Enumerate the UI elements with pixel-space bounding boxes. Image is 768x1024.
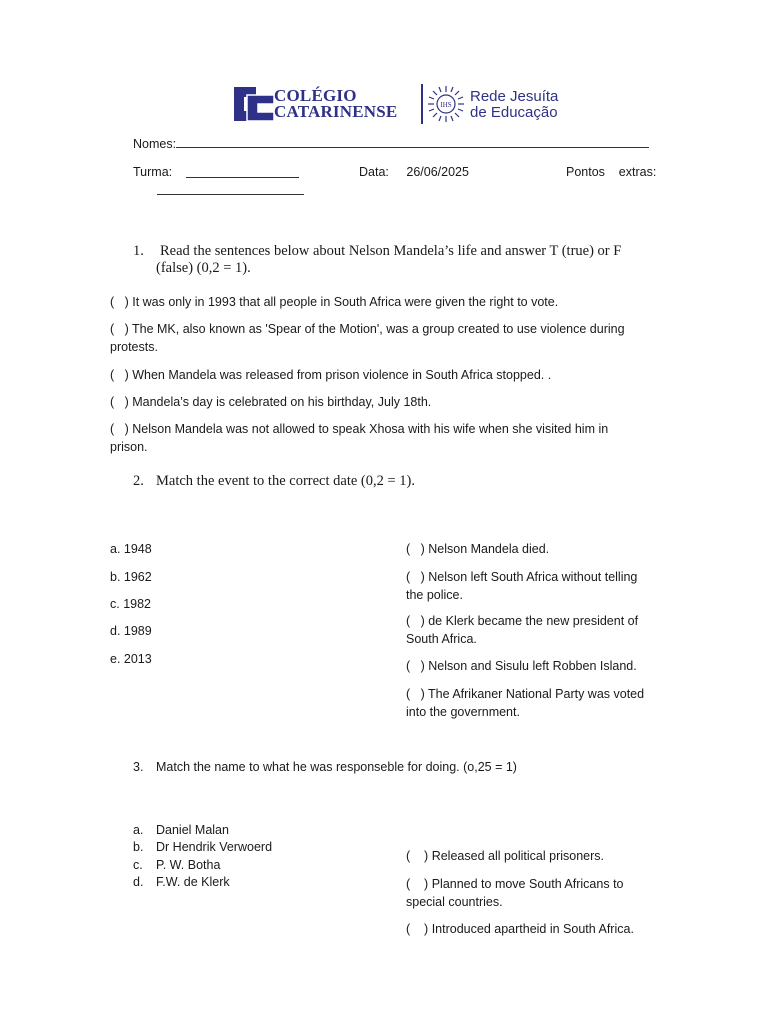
svg-text:IHS: IHS (440, 101, 452, 109)
event-text-cont: into the government. (406, 705, 520, 719)
answer-box[interactable]: ( ) (406, 659, 425, 673)
school-name (274, 88, 397, 120)
option-letter: b. (133, 840, 144, 854)
answer-box[interactable]: ( ) (110, 368, 129, 382)
option-name: F.W. de Klerk (156, 875, 230, 889)
answer-box[interactable]: ( ) (110, 422, 129, 436)
name-option-d (133, 873, 230, 891)
option-name: Daniel Malan (156, 823, 229, 837)
extra-points-input-line[interactable] (157, 182, 304, 195)
question-1-prompt-line2: (false) (0,2 = 1). (156, 260, 251, 276)
tf-item-2 (110, 320, 670, 356)
extra-points-label: Pontos extras: (566, 165, 657, 179)
answer-box[interactable]: ( ) (406, 877, 429, 891)
answer-box[interactable]: ( ) (110, 322, 129, 336)
class-label: Turma: (133, 165, 173, 179)
answer-box[interactable]: ( ) (406, 849, 429, 863)
school-name-line2: CATARINENSE (274, 102, 398, 121)
event-text: Nelson left South Africa without telling (428, 570, 638, 584)
event-item-1 (406, 540, 549, 558)
name-option-b (133, 838, 272, 856)
action-text: Planned to move South Africans to (431, 877, 624, 891)
network-name-line2: de Educação (470, 104, 558, 121)
statement-text: Mandela’s day is celebrated on his birthday, July 18th. (132, 395, 432, 409)
event-text: Nelson Mandela died. (428, 542, 550, 556)
tf-item-4 (110, 393, 431, 411)
question-3-prompt (133, 758, 517, 776)
logo-divider (421, 84, 423, 124)
event-text-cont: South Africa. (406, 632, 477, 646)
question-2-number: 2. (133, 473, 144, 489)
question-3-number: 3. (133, 760, 144, 774)
statement-text: The MK, also known as 'Spear of the Motion', was a group created to use violence during (132, 322, 625, 336)
answer-box[interactable]: ( ) (406, 542, 425, 556)
answer-box[interactable]: ( ) (406, 922, 429, 936)
tf-item-5 (110, 420, 670, 456)
name-option-a (133, 821, 229, 839)
option-letter: d. (133, 875, 144, 889)
question-2-prompt-text: Match the event to the correct date (0,2 = 1). (156, 473, 416, 489)
action-text-cont: special countries. (406, 895, 503, 909)
jesuit-seal-icon (427, 85, 465, 123)
class-input-line[interactable] (186, 165, 299, 178)
statement-text: When Mandela was released from prison violence in South Africa stopped. . (132, 368, 552, 382)
question-1-prompt-line1: Read the sentences below about Nelson Mandela’s life and answer T (true) or F (160, 243, 622, 259)
action-text: Released all political prisoners. (431, 849, 605, 863)
statement-text: Nelson Mandela was not allowed to speak Xhosa with his wife when she visited him in (132, 422, 609, 436)
names-label: Nomes: (133, 137, 177, 151)
date-option-d: d. 1989 (110, 624, 152, 638)
option-letter: a. (133, 823, 144, 837)
statement-text-cont: prison. (110, 440, 148, 454)
answer-box[interactable]: ( ) (406, 570, 425, 584)
option-name: P. W. Botha (156, 858, 221, 872)
answer-box[interactable]: ( ) (406, 614, 425, 628)
statement-text-cont: protests. (110, 340, 158, 354)
network-name (470, 89, 558, 121)
tf-item-1 (110, 293, 558, 311)
date-option-b: b. 1962 (110, 570, 152, 584)
statement-text: It was only in 1993 that all people in South Africa were given the right to vote. (132, 295, 559, 309)
action-item-1 (406, 847, 604, 865)
action-text: Introduced apartheid in South Africa. (431, 922, 634, 936)
names-field (133, 135, 649, 153)
network-name-line1: Rede Jesuíta (470, 88, 559, 105)
action-item-2 (406, 875, 624, 911)
date-field (359, 163, 469, 181)
event-text: de Klerk became the new president of (428, 614, 639, 628)
event-text: Nelson and Sisulu left Robben Island. (428, 659, 637, 673)
tf-item-3 (110, 366, 551, 384)
school-name-line1: COLÉGIO (274, 86, 357, 105)
answer-box[interactable]: ( ) (110, 395, 129, 409)
event-item-2 (406, 568, 637, 604)
date-option-c: c. 1982 (110, 597, 152, 611)
event-text-cont: the police. (406, 588, 463, 602)
question-1-prompt (133, 243, 621, 260)
school-logo (234, 84, 564, 126)
answer-box[interactable]: ( ) (406, 687, 425, 701)
event-item-4 (406, 657, 637, 675)
date-label: Data: (359, 165, 389, 179)
option-letter: c. (133, 858, 143, 872)
names-input-line[interactable] (176, 135, 649, 148)
question-1-number: 1. (133, 243, 144, 259)
option-name: Dr Hendrik Verwoerd (156, 840, 273, 854)
event-item-5 (406, 685, 644, 721)
date-option-a: a. 1948 (110, 542, 152, 556)
event-item-3 (406, 612, 638, 648)
event-text: The Afrikaner National Party was voted (428, 687, 645, 701)
date-option-e: e. 2013 (110, 652, 152, 666)
question-3-prompt-text: Match the name to what he was responseble for doing. (o,25 = 1) (156, 760, 517, 774)
colegio-catarinense-cc-icon (234, 87, 274, 121)
answer-box[interactable]: ( ) (110, 295, 129, 309)
class-field (133, 163, 172, 181)
name-option-c (133, 856, 220, 874)
date-value: 26/06/2025 (406, 165, 469, 179)
action-item-3 (406, 920, 634, 938)
question-2-prompt (133, 473, 415, 490)
